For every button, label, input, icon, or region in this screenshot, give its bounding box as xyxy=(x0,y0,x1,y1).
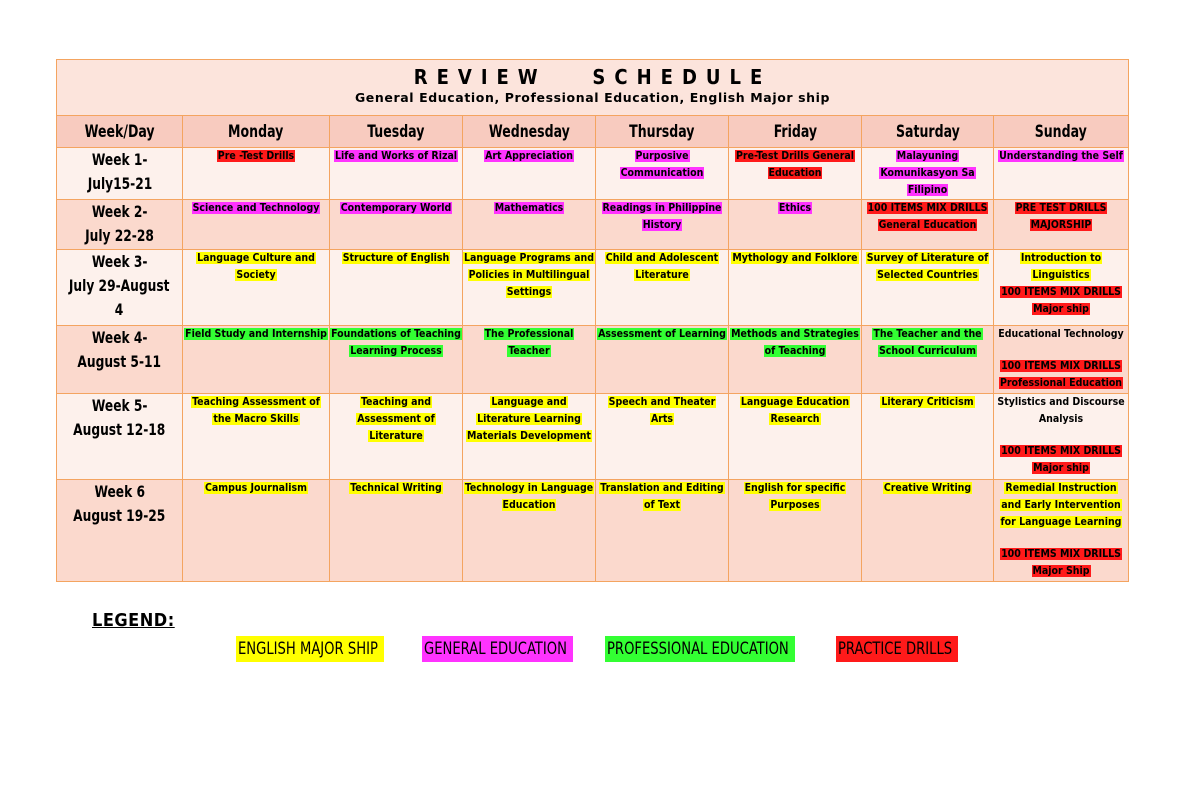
subject-gened: Understanding the Self xyxy=(999,150,1123,162)
week-label-line: Week 6 xyxy=(94,482,145,501)
schedule-cell-tuesday xyxy=(330,250,463,326)
legend-item-profed xyxy=(605,636,795,662)
schedule-cell-wednesday xyxy=(463,326,596,394)
week-row xyxy=(57,250,1129,326)
legend-item-english xyxy=(236,636,384,662)
subject-drills: 100 ITEMS MIX DRILLS Major ship xyxy=(1001,286,1121,315)
subject-english: Creative Writing xyxy=(883,482,972,494)
week-label xyxy=(57,250,183,326)
schedule-cell-tuesday xyxy=(330,394,463,480)
subject-english: English for specific Purposes xyxy=(744,482,846,511)
schedule-cell-friday xyxy=(729,250,862,326)
header-friday xyxy=(729,116,862,148)
subject-gened: Mathematics xyxy=(494,202,564,214)
review-schedule-table xyxy=(56,59,1129,582)
subject-gened: Life and Works of Rizal xyxy=(334,150,458,162)
week-row xyxy=(57,394,1129,480)
schedule-cell-monday xyxy=(183,394,330,480)
schedule-cell-tuesday xyxy=(330,480,463,582)
week-label xyxy=(57,480,183,582)
schedule-cell-wednesday xyxy=(463,394,596,480)
schedule-cell-thursday xyxy=(596,250,729,326)
subject-profed: The Teacher and the School Curriculum xyxy=(873,328,982,357)
header-label: Thursday xyxy=(629,121,695,142)
schedule-cell-sunday xyxy=(994,480,1129,582)
subject-none: Stylistics and Discourse Analysis xyxy=(997,396,1125,425)
subject-drills: Pre-Test Drills General Education xyxy=(736,150,854,179)
week-label-line: Week 4- xyxy=(91,328,148,347)
schedule-cell-sunday xyxy=(994,200,1129,250)
subject-english: Teaching Assessment of the Macro Skills xyxy=(192,396,320,425)
week-label xyxy=(57,200,183,250)
schedule-cell-wednesday xyxy=(463,480,596,582)
week-label xyxy=(57,326,183,394)
legend-label: ENGLISH MAJOR SHIP xyxy=(238,639,378,659)
week-label xyxy=(57,148,183,200)
schedule-cell-wednesday xyxy=(463,148,596,200)
legend-item-gened xyxy=(422,636,573,662)
week-label-line: August 19-25 xyxy=(73,506,166,525)
schedule-cell-saturday xyxy=(862,394,994,480)
schedule-cell-sunday xyxy=(994,250,1129,326)
schedule-cell-saturday xyxy=(862,200,994,250)
schedule-cell-wednesday xyxy=(463,250,596,326)
legend-label: GENERAL EDUCATION xyxy=(424,639,567,659)
subject-english: Structure of English xyxy=(342,252,450,264)
header-label: Saturday xyxy=(895,121,960,142)
schedule-cell-saturday xyxy=(862,250,994,326)
schedule-cell-saturday xyxy=(862,148,994,200)
schedule-cell-monday xyxy=(183,250,330,326)
header-saturday xyxy=(862,116,994,148)
subject-english: Language Culture and Society xyxy=(197,252,315,281)
schedule-cell-friday xyxy=(729,394,862,480)
week-row xyxy=(57,480,1129,582)
header-week-day xyxy=(57,116,183,148)
header-row xyxy=(57,116,1129,148)
subject-drills: 100 ITEMS MIX DRILLS Major ship xyxy=(1001,445,1121,474)
week-label-line: August 12-18 xyxy=(73,420,166,439)
subject-english: Teaching and Assessment of Literature xyxy=(357,396,435,442)
subject-none: Educational Technology xyxy=(998,328,1124,340)
schedule-cell-tuesday xyxy=(330,326,463,394)
schedule-cell-tuesday xyxy=(330,148,463,200)
header-label: Wednesday xyxy=(488,121,570,142)
schedule-cell-friday xyxy=(729,326,862,394)
subject-gened: Art Appreciation xyxy=(485,150,573,162)
legend-label: PROFESSIONAL EDUCATION xyxy=(607,639,789,659)
subject-english: Language and Literature Learning Materials Development xyxy=(467,396,591,442)
week-label-line: Week 3- xyxy=(91,252,148,271)
week-row xyxy=(57,326,1129,394)
subject-english: Technical Writing xyxy=(350,482,442,494)
schedule-cell-friday xyxy=(729,148,862,200)
legend-title: LEGEND: xyxy=(92,610,175,631)
week-label-line: Week 1- xyxy=(91,150,148,169)
subject-gened: Contemporary World xyxy=(340,202,452,214)
subject-english: Literary Criticism xyxy=(881,396,974,408)
subject-profed: Foundations of Teaching Learning Process xyxy=(331,328,461,357)
header-label: Tuesday xyxy=(367,121,425,142)
schedule-cell-thursday xyxy=(596,394,729,480)
schedule-subtitle: General Education, Professional Education, English Major ship xyxy=(354,90,831,105)
week-label-line: August 5-11 xyxy=(77,352,162,371)
schedule-cell-monday xyxy=(183,480,330,582)
subject-drills: Pre -Test Drills xyxy=(217,150,295,162)
subject-english: Translation and Editing of Text xyxy=(600,482,724,511)
subject-english: Language Programs and Policies in Multilingual Settings xyxy=(464,252,594,298)
legend-item-drills xyxy=(836,636,958,662)
schedule-cell-sunday xyxy=(994,326,1129,394)
subject-profed: Assessment of Learning xyxy=(598,328,726,340)
header-label: Sunday xyxy=(1034,121,1088,142)
subject-drills: PRE TEST DRILLS MAJORSHIP xyxy=(1015,202,1107,231)
header-label: Monday xyxy=(228,121,284,142)
header-label: Week/Day xyxy=(84,121,155,142)
schedule-cell-wednesday xyxy=(463,200,596,250)
schedule-cell-thursday xyxy=(596,148,729,200)
subject-english: Child and Adolescent Literature xyxy=(605,252,719,281)
week-label-line: Week 2- xyxy=(91,202,148,221)
subject-drills: 100 ITEMS MIX DRILLS General Education xyxy=(867,202,988,231)
subject-gened: Readings in Philippine History xyxy=(602,202,722,231)
subject-gened: Science and Technology xyxy=(192,202,320,214)
subject-drills: 100 ITEMS MIX DRILLS Major Ship xyxy=(1001,548,1121,577)
schedule-cell-saturday xyxy=(862,480,994,582)
week-label-line: 4 xyxy=(115,300,124,319)
subject-profed: The Professional Teacher xyxy=(484,328,574,357)
schedule-cell-sunday xyxy=(994,394,1129,480)
header-monday xyxy=(183,116,330,148)
subject-english: Remedial Instruction and Early Intervention for Language Learning xyxy=(1000,482,1122,528)
subject-english: Campus Journalism xyxy=(205,482,307,494)
subject-english: Mythology and Folklore xyxy=(732,252,858,264)
week-label xyxy=(57,394,183,480)
subject-english: Survey of Literature of Selected Countries xyxy=(866,252,989,281)
schedule-cell-friday xyxy=(729,480,862,582)
legend-label: PRACTICE DRILLS xyxy=(838,639,953,659)
week-row xyxy=(57,148,1129,200)
header-wednesday xyxy=(463,116,596,148)
schedule-cell-saturday xyxy=(862,326,994,394)
week-label-line: Week 5- xyxy=(91,396,148,415)
week-label-line: July 22-28 xyxy=(85,226,154,245)
subject-gened: Ethics xyxy=(778,202,812,214)
schedule-cell-monday xyxy=(183,148,330,200)
schedule-title: REVIEW SCHEDULE xyxy=(413,65,772,89)
week-label-line: July 29-August xyxy=(69,276,170,295)
subject-profed: Field Study and Internship xyxy=(185,328,327,340)
subject-drills: 100 ITEMS MIX DRILLS Professional Education xyxy=(999,360,1123,389)
header-sunday xyxy=(994,116,1129,148)
subject-english: Language Education Research xyxy=(740,396,850,425)
subject-gened: Malayuning Komunikasyon Sa Filipino xyxy=(880,150,975,196)
subject-gened: Purposive Communication xyxy=(620,150,704,179)
schedule-cell-friday xyxy=(729,200,862,250)
subject-profed: Methods and Strategies of Teaching xyxy=(731,328,859,357)
header-thursday xyxy=(596,116,729,148)
header-tuesday xyxy=(330,116,463,148)
week-label-line: July15-21 xyxy=(87,174,152,193)
schedule-cell-thursday xyxy=(596,480,729,582)
subject-english: Introduction to Linguistics xyxy=(1020,252,1102,281)
week-row xyxy=(57,200,1129,250)
schedule-cell-thursday xyxy=(596,200,729,250)
subject-english: Speech and Theater Arts xyxy=(608,396,716,425)
schedule-cell-sunday xyxy=(994,148,1129,200)
schedule-title-cell xyxy=(57,60,1129,116)
header-label: Friday xyxy=(773,121,817,142)
schedule-cell-monday xyxy=(183,200,330,250)
subject-english: Technology in Language Education xyxy=(464,482,594,511)
schedule-cell-tuesday xyxy=(330,200,463,250)
schedule-cell-monday xyxy=(183,326,330,394)
schedule-cell-thursday xyxy=(596,326,729,394)
